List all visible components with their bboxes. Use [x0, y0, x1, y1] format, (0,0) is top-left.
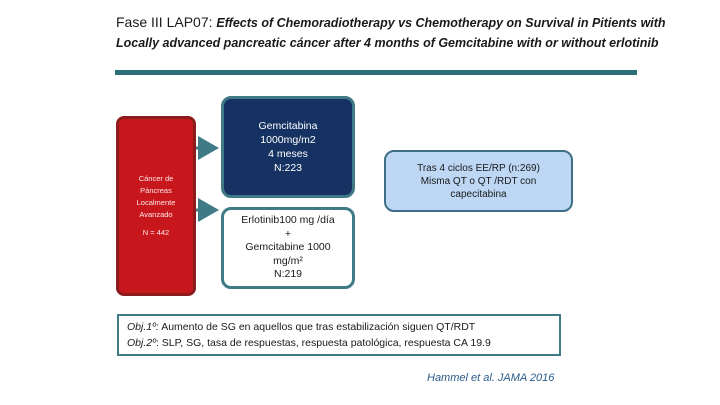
citation: Hammel et al. JAMA 2016 — [427, 372, 555, 384]
objectives-box — [117, 314, 561, 356]
population-line: Cáncer de — [138, 174, 174, 183]
objective-secondary-text: : SLP, SG, tasa de respuestas, respuesta patológica, respuesta CA 19.9 — [155, 337, 491, 349]
title-lead: Fase III LAP07: — [116, 14, 217, 30]
objective-secondary-label: Obj.2º — [127, 337, 156, 349]
gem-n: N:223 — [273, 162, 303, 174]
erl-n: N:219 — [273, 268, 303, 281]
population-n: N = 442 — [142, 228, 170, 237]
erl-line: Gemcitabine 1000 — [245, 241, 331, 254]
title-rest: Effects of Chemoradiotherapy vs Chemotherapy on Survival in Pitients with Locally advanced pancreatic cáncer after 4 months of Gemcitabine with or without erlotinib — [116, 16, 666, 50]
population-line: Avanzado — [139, 210, 173, 219]
gem-line: Gemcitabina — [258, 120, 318, 132]
gem-line: 1000mg/m2 — [260, 134, 316, 146]
objective-secondary — [127, 335, 491, 351]
tras-line: Tras 4 ciclos EE/RP (n:269) — [417, 162, 540, 174]
tras-line: capecitabina — [450, 188, 507, 200]
erl-line: mg/m² — [273, 254, 303, 267]
erl-line: Erlotinib100 mg /día — [241, 214, 335, 227]
objective-primary-label: Obj.1º: — [127, 321, 159, 333]
objective-primary-text: Aumento de SG en aquellos que tras estabilización siguen QT/RDT — [158, 321, 476, 333]
objective-primary — [127, 319, 475, 335]
erl-line: + — [284, 227, 292, 240]
population-line: Páncreas — [140, 186, 172, 195]
population-line: Localmente — [136, 198, 176, 207]
gem-line: 4 meses — [268, 148, 308, 160]
tras-line: Misma QT o QT /RDT con — [420, 175, 537, 187]
